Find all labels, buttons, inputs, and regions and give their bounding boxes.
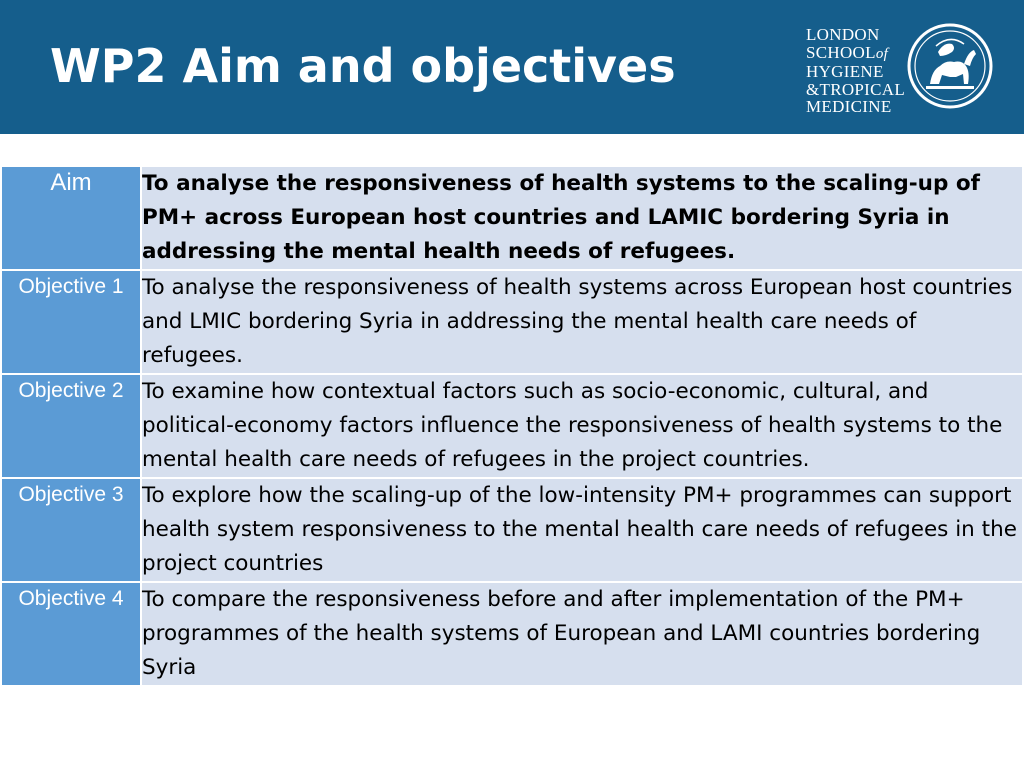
slide-title: WP2 Aim and objectives (50, 39, 676, 93)
aim-text: To analyse the responsiveness of health systems to the scaling-up of PM+ across European host countries and LAMIC bordering Syria in addressing the mental health needs of refugees. (141, 166, 1023, 270)
row-label-objective-4: Objective 4 (1, 582, 141, 686)
objective-4-text: To compare the responsiveness before and after implementation of the PM+ programmes of the health systems of European and LAMI countries bordering Syria (141, 582, 1023, 686)
row-label-objective-1: Objective 1 (1, 270, 141, 374)
table-row (1, 582, 1023, 686)
objective-1-text: To analyse the responsiveness of health systems across European host countries and LMIC bordering Syria in addressing the mental health care needs of refugees. (141, 270, 1023, 374)
slide-header (0, 0, 1024, 134)
logo-line-of: of (875, 45, 889, 62)
logo-line-medicine: MEDICINE (806, 97, 892, 116)
row-label-aim: Aim (1, 166, 141, 270)
objectives-table (0, 165, 1024, 687)
logo-wordmark (806, 25, 906, 116)
crest-icon (906, 22, 994, 110)
row-label-objective-3: Objective 3 (1, 478, 141, 582)
lshtm-logo (800, 22, 1000, 114)
objective-3-text: To explore how the scaling-up of the low-intensity PM+ programmes can support health system responsiveness to the mental health care needs of refugees in the project countries (141, 478, 1023, 582)
row-label-objective-2: Objective 2 (1, 374, 141, 478)
objective-2-text: To examine how contextual factors such as socio-economic, cultural, and political-economy factors influence the responsiveness of health systems to the mental health care needs of refugees in the project countries. (141, 374, 1023, 478)
table-row (1, 478, 1023, 582)
logo-line-hygiene: HYGIENE (806, 62, 884, 81)
table-row (1, 166, 1023, 270)
logo-line-london: LONDON (806, 25, 880, 44)
logo-line-tropical: &TROPICAL (806, 79, 906, 99)
table-row (1, 270, 1023, 374)
table-row (1, 374, 1023, 478)
logo-line-school: SCHOOL (806, 42, 876, 62)
